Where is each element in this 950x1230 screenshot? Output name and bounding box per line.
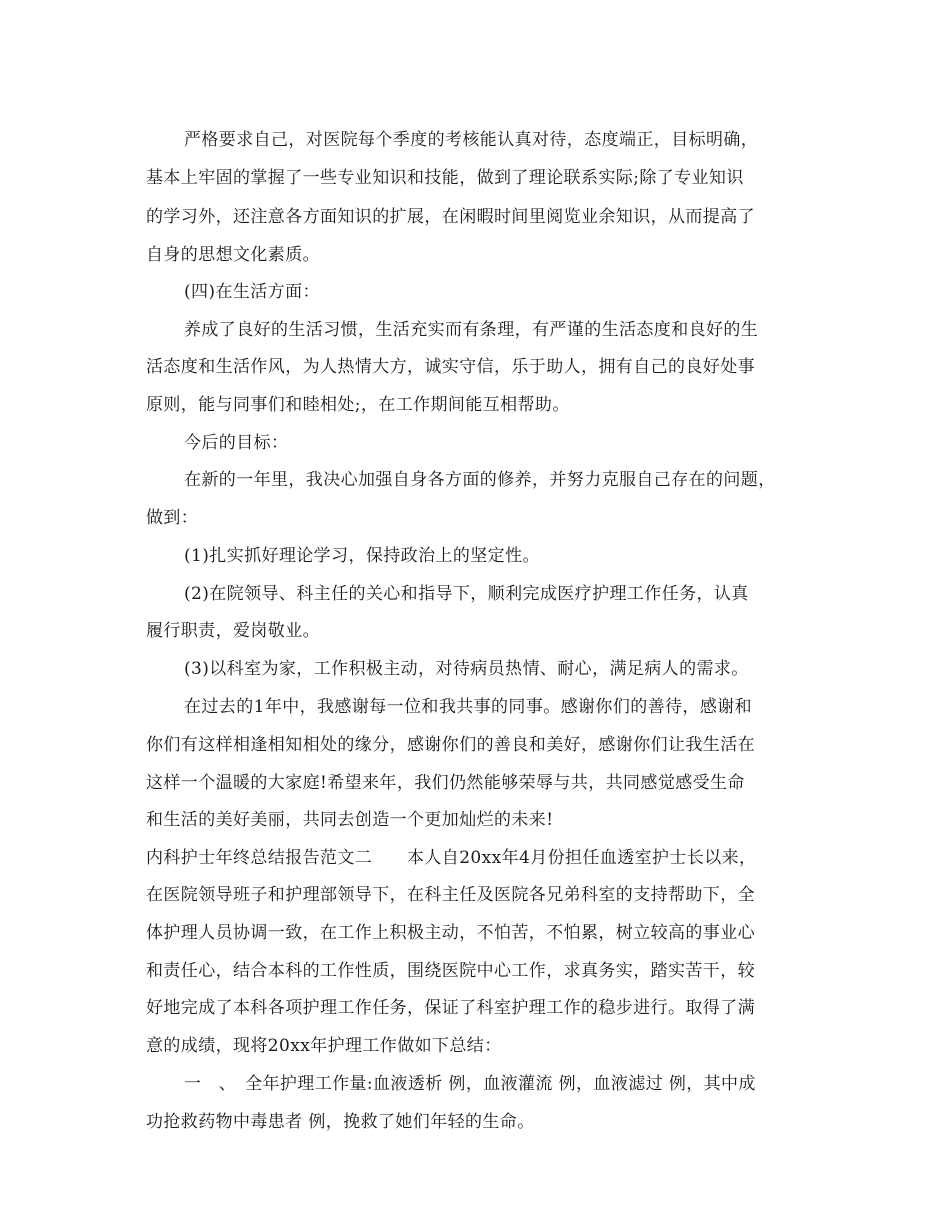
text-line: 养成了良好的生活习惯，生活充实而有条理，有严谨的生活态度和良好的生: [184, 320, 759, 340]
list-item: (2)在院领导、科主任的关心和指导下，顺利完成医疗护理工作任务，认真: [184, 584, 749, 604]
text-line: 履行职责，爱岗敬业。: [146, 621, 320, 641]
section-heading: (四)在生活方面：: [184, 282, 320, 302]
text-line: 做到：: [146, 508, 199, 528]
text-line: 体护理人员协调一致，在工作上积极主动，不怕苦，不怕累，树立较高的事业心: [146, 923, 755, 943]
text-line: 在新的一年里，我决心加强自身各方面的修养，并努力克服自己存在的问题，: [184, 470, 776, 490]
text-line: 你们有这样相逢相知相处的缘分，感谢你们的善良和美好，感谢你们让我生活在: [146, 735, 755, 755]
text-line: 在医院领导班子和护理部领导下，在科主任及医院各兄弟科室的支持帮助下，全: [146, 885, 755, 905]
text-line: 严格要求自己，对医院每个季度的考核能认真对待，态度端正，目标明确，: [184, 130, 759, 150]
list-item: (1)扎实抓好理论学习，保持政治上的坚定性。: [184, 546, 540, 566]
text-line: 原则，能与同事们和睦相处;，在工作期间能互相帮助。: [146, 395, 570, 415]
list-item: (3)以科室为家，工作积极主动，对待病员热情、耐心，满足病人的需求。: [184, 659, 749, 679]
text-line: 意的成绩，现将20xx年护理工作做如下总结：: [146, 1036, 502, 1056]
text-line: 功抢救药物中毒患者 例，挽救了她们年轻的生命。: [146, 1112, 535, 1132]
text-line: 和责任心，结合本科的工作性质，围绕医院中心工作，求真务实，踏实苦干，较: [146, 961, 755, 981]
text-line: 自身的思想文化素质。: [146, 245, 320, 265]
text-line: 活态度和生活作风，为人热情大方，诚实守信，乐于助人，拥有自己的良好处事: [146, 357, 755, 377]
text-line: 的学习外，还注意各方面知识的扩展，在闲暇时间里阅览业余知识，从而提高了: [146, 207, 755, 227]
text-line: 内科护士年终总结报告范文二 本人自20xx年4月份担任血透室护士长以来，: [146, 848, 757, 868]
text-line: 和生活的美好美丽，共同去创造一个更加灿烂的未来!: [146, 810, 554, 830]
text-line: 这样一个温暖的大家庭!希望来年，我们仍然能够荣辱与共，共同感觉感受生命: [146, 773, 745, 793]
text-line: 好地完成了本科各项护理工作任务，保证了科室护理工作的稳步进行。取得了满: [146, 998, 755, 1018]
text-line: 一 、 全年护理工作量:血液透析 例，血液灌流 例，血液滤过 例，其中成: [184, 1074, 756, 1094]
text-line: 在过去的1年中，我感谢每一位和我共事的同事。感谢你们的善待，感谢和: [184, 697, 753, 717]
text-line: 基本上牢固的掌握了一些专业知识和技能，做到了理论联系实际;除了专业知识: [146, 168, 744, 188]
section-heading: 今后的目标：: [184, 433, 289, 453]
